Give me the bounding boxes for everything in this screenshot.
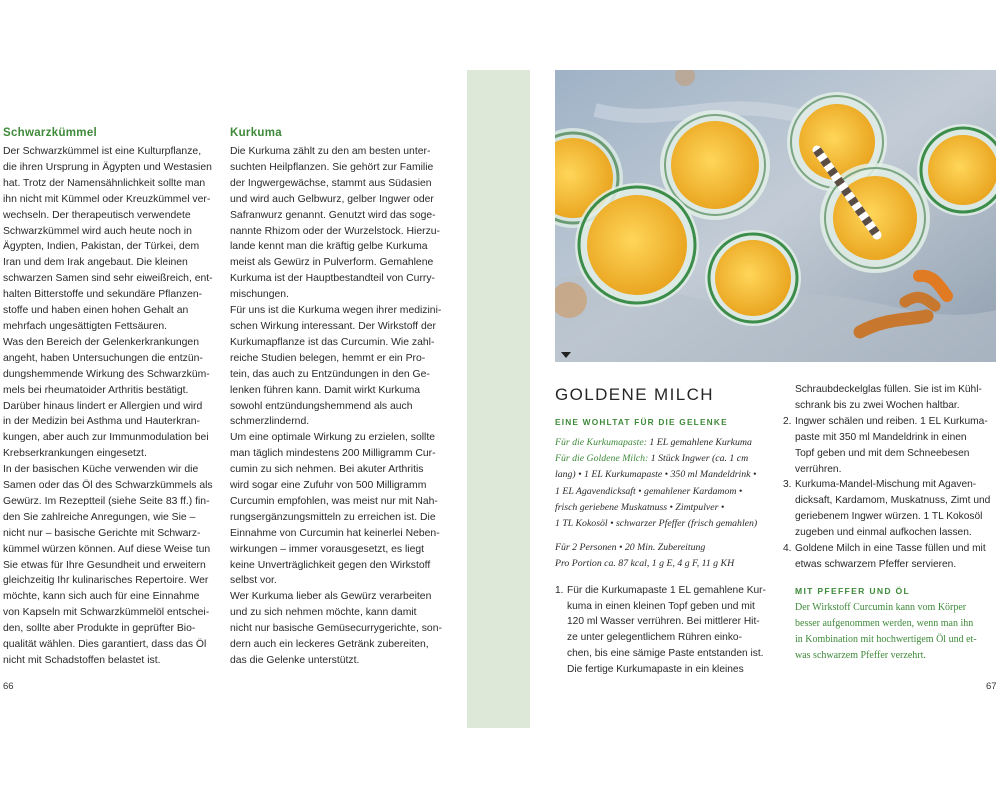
text-line: Safranwurz genannt. Genutzt wird das soge- — [230, 209, 436, 221]
page-number: 66 — [3, 681, 14, 692]
recipe-card-continued — [783, 382, 996, 665]
text-line: angeht, haben Untersuchungen die entzün- — [3, 352, 203, 364]
text-line: mels bei rheumatoider Arthritis bestätigt. — [3, 384, 189, 396]
text-line: Die fertige Kurkumapaste in ein kleines — [567, 664, 744, 676]
text-line: sowohl entzündungshemmend als auch — [230, 400, 413, 412]
text-line: Kurkumapflanze ist das Curcumin. Wie zahl- — [230, 336, 435, 348]
text-line: kungen, aber auch zur Immunmodulation bei — [3, 432, 209, 444]
step-item — [783, 414, 996, 478]
step-item — [783, 541, 996, 573]
text-line: dicksaft, Kardamom, Muskatnuss, Zimt und — [795, 495, 991, 507]
glass-icon — [575, 183, 699, 307]
text-line: der Ingwergewächse, stammt aus Südasien — [230, 177, 432, 189]
text-line: paste mit 350 ml Mandeldrink in einen — [795, 431, 967, 443]
text-line: stoffe und haben einen hohen Gehalt an — [3, 305, 189, 317]
text-line: geriebenem Ingwer würzen. 1 TL Kokosöl — [795, 511, 983, 523]
text-line: Wer Kurkuma lieber als Gewürz verarbeiten — [230, 591, 432, 603]
text-line: Samen oder das Öl des Schwarzkümmels als — [3, 480, 213, 492]
ingredients-text: 1 EL Agavendicksaft • gemahlener Kardamom • — [555, 485, 743, 497]
text-line: mischungen. — [230, 289, 289, 301]
step-number: 4. — [783, 543, 792, 555]
text-line: den, sollte aber Produkte in geprüfter Bio- — [3, 623, 196, 635]
step-number: 3. — [783, 479, 792, 491]
step-text — [795, 414, 996, 478]
golden-milk-photo — [555, 70, 996, 362]
text-line: Topf geben und mit dem Schneebesen — [795, 447, 970, 459]
section-heading: Kurkuma — [230, 127, 282, 139]
text-line: verrühren. — [795, 463, 842, 475]
step-item — [783, 477, 996, 541]
text-line: rungsergänzungsmitteln zu erreichen ist. Die — [230, 511, 436, 523]
ingredients-label: Für die Goldene Milch: — [555, 453, 649, 465]
text-line: cumin zu sich nehmen. Bei akuter Arthritis — [230, 464, 424, 476]
text-line: Der Wirkstoff Curcumin kann vom Körper — [795, 601, 967, 613]
text-line: lenken führen kann. Damit wirkt Kurkuma — [230, 384, 420, 396]
ingredients-label: Für die Kurkumapaste: — [555, 437, 647, 448]
text-line: schwarzen Samen sind sehr eiweißreich, ent- — [3, 273, 213, 285]
text-line: In der basischen Küche verwenden wir die — [3, 464, 199, 476]
section-body — [230, 144, 442, 669]
text-line: suchten Heilpflanzen. Sie gehört zur Familie — [230, 161, 434, 173]
step-text — [783, 382, 996, 414]
text-line: nannte Rhizom oder der Wurzelstock. Hierzu- — [230, 225, 441, 237]
step-text — [567, 583, 773, 678]
steps-list — [555, 583, 773, 678]
servings: Für 2 Personen • 20 Min. Zubereitung — [555, 542, 706, 554]
text-line: von Kapseln mit Schwarzkümmelöl entschei- — [3, 607, 210, 619]
tip-heading: MIT PFEFFER UND ÖL — [795, 585, 911, 596]
text-line: Curcumin empfohlen, was meist nur mit Nah- — [230, 495, 438, 507]
text-line: in Kombination mit hochwertigem Öl und et- — [795, 634, 977, 646]
text-line: und wird auch Gelbwurz, gelber Ingwer oder — [230, 193, 434, 205]
step-item — [555, 583, 773, 678]
text-line: zugeben und einmal aufkochen lassen. — [795, 527, 972, 539]
step-text — [795, 477, 996, 541]
ingredients-text: frisch geriebene Muskatnuss • Zimtpulver • — [555, 501, 725, 513]
tip-text — [783, 600, 996, 665]
decorative-band — [467, 70, 530, 728]
ingredients-text: lang) • 1 EL Kurkumapaste • 350 ml Mandeldrink • — [555, 469, 757, 481]
text-line: nicht nur – basische Gerichte mit Schwarz- — [3, 527, 201, 539]
text-line: wechseln. Der therapeutisch verwendete — [3, 209, 191, 221]
step-number: 2. — [783, 415, 792, 427]
text-line: man täglich mindestens 200 Milligramm Cur- — [230, 448, 436, 460]
text-line: Goldene Milch in eine Tasse füllen und mit — [795, 543, 986, 555]
text-line: Kurkuma ist der Hauptbestandteil von Curry- — [230, 273, 436, 285]
step-number: 1. — [555, 584, 564, 596]
page-number: 67 — [986, 681, 997, 692]
text-line: selbst vor. — [230, 575, 277, 587]
text-line: Einnahme von Curcumin hat keinerlei Neben- — [230, 527, 440, 539]
text-line: Darüber hinaus lindert er Allergien und wird — [3, 400, 203, 412]
text-line: dern auch ein leckeres Getränk zubereiten, — [230, 639, 429, 651]
text-line: Die Kurkuma zählt zu den am besten unter- — [230, 146, 431, 157]
text-line: schrank bis zu zwei Wochen haltbar. — [795, 399, 960, 411]
text-line: Kurkuma-Mandel-Mischung mit Agaven- — [795, 479, 977, 491]
recipe-title: GOLDENE MILCH — [555, 385, 714, 404]
text-line: besser aufgenommen werden, wenn man ihn — [795, 618, 974, 630]
text-line: reiche Studien belegen, hemmt er ein Pro- — [230, 352, 426, 364]
text-line: lande kennt man die kräftig gelbe Kurkuma — [230, 241, 428, 253]
text-line: schmerzlindernd. — [230, 416, 310, 428]
text-line: Krebserkrankungen eingesetzt. — [3, 448, 147, 460]
text-line: Sie etwas für Ihre Gesundheit und erweitern — [3, 559, 206, 571]
text-line: und zu sich nehmen möchte, kann damit — [230, 607, 417, 619]
text-line: etwas schwarzem Pfeffer servieren. — [795, 558, 957, 570]
glass-icon — [705, 230, 801, 326]
text-line: meist als Gewürz in Pulverform. Gemahlene — [230, 257, 434, 269]
text-line: qualität wählen. Dies garantiert, dass das Öl — [3, 639, 207, 651]
text-line: in der Medizin bei Asthma und Hauterkran- — [3, 416, 200, 428]
text-line: Für uns ist die Kurkuma wegen ihrer medizini- — [230, 305, 442, 317]
text-line: Ingwer schälen und reiben. 1 EL Kurkuma- — [795, 415, 988, 427]
step-text — [795, 541, 996, 573]
text-line: keine Unverträglichkeit gegen den Wirkstoff — [230, 559, 431, 571]
text-line: wirkungen – immer vorausgesetzt, es liegt — [230, 543, 425, 555]
text-line: tein, das auch zu Entzündungen in den Ge- — [230, 368, 430, 380]
ingredients-text: 1 Stück Ingwer (ca. 1 cm — [648, 453, 749, 465]
text-line: nicht nur basische Gemüsecurrygerichte, son- — [230, 623, 442, 635]
schwarzkuemmel-section — [3, 126, 215, 669]
text-line: 120 ml Wasser verrühren. Bei mittlerer Hit- — [567, 616, 760, 628]
text-line: Um eine optimale Wirkung zu erzielen, sollte — [230, 432, 436, 444]
text-line: halten Bitterstoffe und sekundäre Pflanzen- — [3, 289, 203, 301]
text-line: Ägypten, Indien, Pakistan, der Türkei, dem — [3, 241, 200, 253]
text-line: kümmel würzen können. Auf diese Weise tun — [3, 543, 211, 555]
text-line: Schwarzkümmel wird auch heute noch in — [3, 225, 192, 237]
section-heading: Schwarzkümmel — [3, 127, 98, 139]
kurkuma-section — [230, 126, 442, 669]
recipe-card — [555, 384, 773, 678]
section-body — [3, 144, 215, 669]
ingredients-list — [555, 435, 773, 532]
text-line: hat. Trotz der Namensähnlichkeit sollte man — [3, 177, 206, 189]
ingredients-text: 1 TL Kokosöl • schwarzer Pfeffer (frisch gemahlen) — [555, 518, 758, 530]
text-line: chen, bis eine sämige Paste entstanden ist. — [567, 648, 764, 660]
steps-list — [783, 414, 996, 573]
text-line: den Sie zahlreiche Anregungen, wie Sie – — [3, 511, 196, 523]
text-line: schen Wirkung interessant. Der Wirkstoff der — [230, 320, 436, 332]
nutrition: Pro Portion ca. 87 kcal, 1 g E, 4 g F, 11 g KH — [555, 558, 735, 570]
text-line: kuma in einen kleinen Topf geben und mit — [567, 600, 755, 612]
text-line: mehrfach ungesättigten Fettsäuren. — [3, 320, 168, 332]
text-line: wird sogar eine Zufuhr von 500 Milligramm — [230, 480, 427, 492]
text-line: die ihren Ursprung in Ägypten und Westasien — [3, 161, 212, 173]
text-line: das die Gelenke unterstützt. — [230, 655, 360, 666]
text-line: nicht mit Schadstoffen belastet ist. — [3, 655, 161, 666]
recipe-subtitle: EINE WOHLTAT FÜR DIE GELENKE — [555, 417, 728, 427]
text-line: Für die Kurkumapaste 1 EL gemahlene Kur- — [567, 584, 766, 596]
text-line: Was den Bereich der Gelenkerkrankungen — [3, 336, 199, 348]
text-line: Schraubdeckelglas füllen. Sie ist im Kühl- — [795, 384, 982, 395]
recipe-meta — [555, 540, 773, 572]
text-line: was schwarzem Pfeffer verzehrt. — [795, 650, 926, 662]
text-line: möchte, kann sich auch für eine Einnahme — [3, 591, 200, 603]
text-line: ze unter gelegentlichem Rühren einko- — [567, 632, 742, 644]
text-line: Gewürz. Im Rezeptteil (siehe Seite 83 ff.) fin- — [3, 495, 210, 507]
text-line: dungshemmende Wirkung des Schwarzküm- — [3, 368, 210, 380]
text-line: Iran und dem Irak angebaut. Die kleinen — [3, 257, 188, 269]
ingredients-text: 1 EL gemahlene Kurkuma — [646, 437, 752, 448]
text-line: Der Schwarzkümmel ist eine Kulturpflanze, — [3, 146, 202, 157]
text-line: ihn nicht mit Kümmel oder Kreuzkümmel ver- — [3, 193, 211, 205]
text-line: gleichzeitig Ihr kulinarisches Repertoire. Wer — [3, 575, 209, 587]
